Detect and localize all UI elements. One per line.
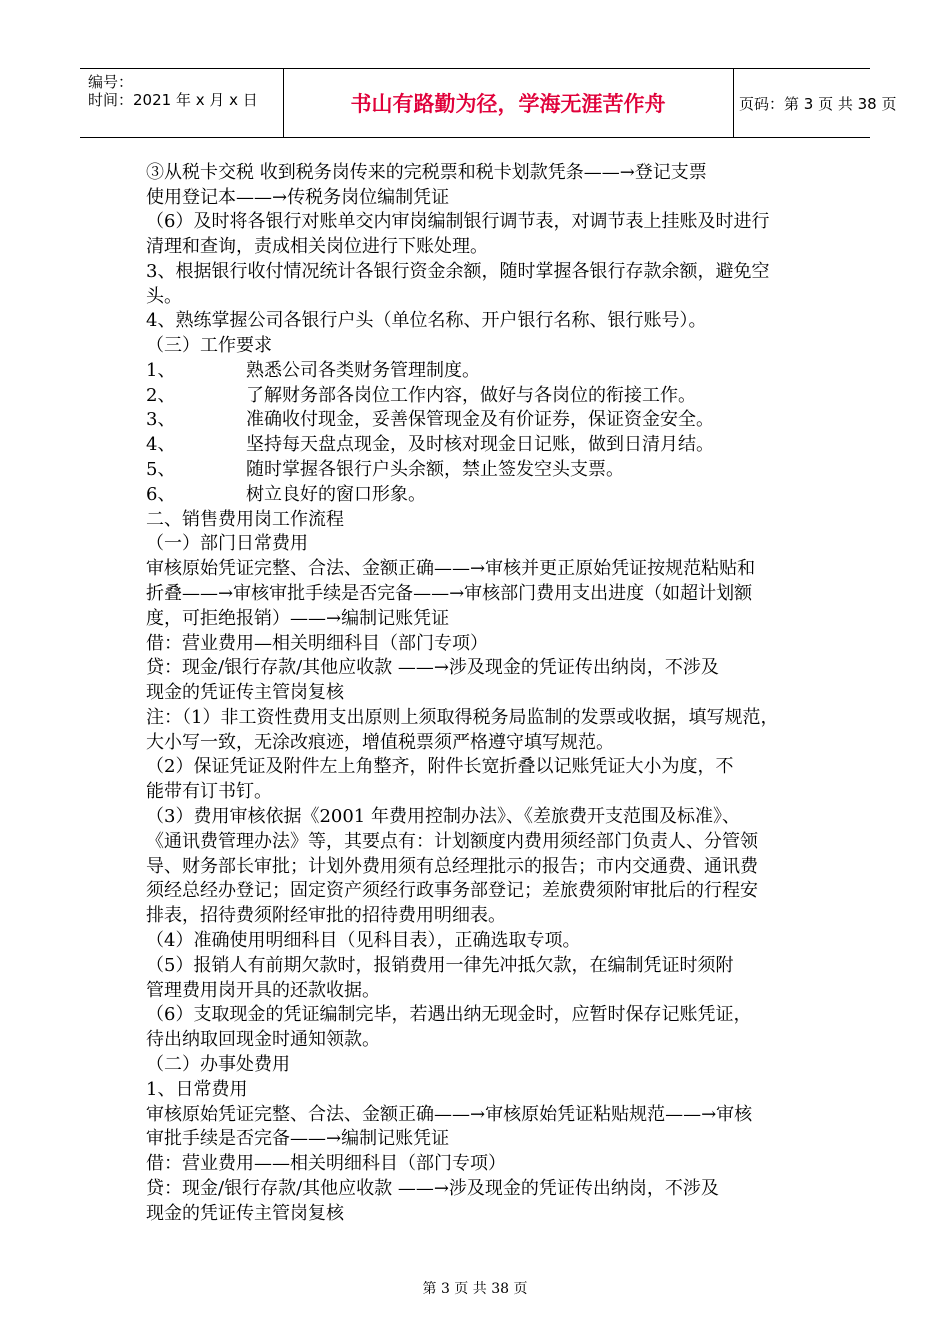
text-line: 现金的凭证传主管岗复核 [146,1203,344,1224]
page-footer: 第 3 页 共 38 页 [422,1281,528,1297]
header-page-cell [733,69,897,137]
header-motto-cell [283,69,734,137]
text-line: 大小写一致，无涂改痕迹，增值税票须严格遵守填写规范。 [146,732,614,753]
text-line: （5）报销人有前期欠款时，报销费用一律先冲抵欠款，在编制凭证时须附 [146,955,734,976]
text-line: 4、熟练掌握公司各银行户头（单位名称、开户银行名称、银行账号）。 [146,310,707,331]
requirement-item [146,383,696,408]
requirement-number: 4、 [146,434,176,455]
text-line: （3）费用审核依据《2001 年费用控制办法》、《差旅费开支范围及标准》、 [146,806,740,827]
text-line: 审核原始凭证完整、合法、金额正确——→审核并更正原始凭证按规范粘贴和 [146,558,756,579]
text-line: 须经总经办登记；固定资产须经行政事务部登记；差旅费须附审批后的行程安 [146,880,758,901]
text-line: 折叠——→审核审批手续是否完备——→审核部门费用支出进度（如超计划额 [146,583,753,604]
requirement-text: 树立良好的窗口形象。 [246,484,426,505]
requirement-item [146,482,426,507]
requirement-text: 熟悉公司各类财务管理制度。 [246,360,480,381]
text-line: 管理费用岗开具的还款收据。 [146,980,380,1001]
requirement-item [146,457,624,482]
text-line: 使用登记本——→传税务岗位编制凭证 [146,187,450,208]
text-line: （6）及时将各银行对账单交内审岗编制银行调节表，对调节表上挂账及时进行 [146,211,770,232]
text-line: 头。 [146,286,182,307]
text-line: 借：营业费用——相关明细科目（部门专项） [146,1153,506,1174]
requirement-number: 5、 [146,459,176,480]
document-number-label: 编号： [88,73,134,91]
requirement-text: 了解财务部各岗位工作内容，做好与各岗位的衔接工作。 [246,385,696,406]
text-line: （4）准确使用明细科目（见科目表），正确选取专项。 [146,930,581,951]
text-line: 待出纳取回现金时通知领款。 [146,1029,380,1050]
text-line: 度，可拒绝报销）——→编制记账凭证 [146,608,450,629]
text-line: 能带有订书钉。 [146,781,272,802]
document-header [80,68,897,138]
text-line: （2）保证凭证及附件左上角整齐，附件长宽折叠以记账凭证大小为度，不 [146,756,734,777]
text-line: ③从税卡交税 收到税务岗传来的完税票和税卡划款凭条——→登记支票 [146,162,707,183]
section-heading: （三）工作要求 [146,335,272,356]
requirement-number: 2、 [146,385,176,406]
text-line: （6）支取现金的凭证编制完毕，若遇出纳无现金时，应暂时保存记账凭证， [146,1004,752,1025]
text-line: 排表，招待费须附经审批的招待费用明细表。 [146,905,506,926]
requirement-number: 6、 [146,484,176,505]
header-motto: 书山有路勤为径，学海无涯苦作舟 [350,92,666,116]
text-line: 贷：现金/银行存款/其他应收款 ——→涉及现金的凭证传出纳岗，不涉及 [146,657,719,678]
requirement-item [146,407,714,432]
section-heading: 二、销售费用岗工作流程 [146,509,344,530]
text-line: 《通讯费管理办法》等，其要点有：计划额度内费用须经部门负责人、分管领 [146,831,758,852]
header-meta-cell [80,69,284,137]
subsection-heading: （一）部门日常费用 [146,533,308,554]
requirement-text: 坚持每天盘点现金，及时核对现金日记账，做到日清月结。 [246,434,714,455]
requirement-item [146,358,480,383]
text-line: 导、财务部长审批；计划外费用须有总经理批示的报告；市内交通费、通讯费 [146,856,758,877]
text-line: 借：营业费用—相关明细科目（部门专项） [146,633,488,654]
text-line: 清理和查询，责成相关岗位进行下账处理。 [146,236,488,257]
text-line: 现金的凭证传主管岗复核 [146,682,344,703]
text-line: 1、日常费用 [146,1079,248,1100]
requirement-text: 随时掌握各银行户头余额，禁止签发空头支票。 [246,459,624,480]
requirement-text: 准确收付现金，妥善保管现金及有价证券，保证资金安全。 [246,409,714,430]
text-line: 3、根据银行收付情况统计各银行资金余额，随时掌握各银行存款余额，避免空 [146,261,770,282]
text-line: 注：（1）非工资性费用支出原则上须取得税务局监制的发票或收据，填写规范， [146,707,779,728]
requirement-number: 1、 [146,360,176,381]
requirement-item [146,432,714,457]
subsection-heading: （二）办事处费用 [146,1054,290,1075]
text-line: 贷：现金/银行存款/其他应收款 ——→涉及现金的凭证传出纳岗，不涉及 [146,1178,719,1199]
text-line: 审批手续是否完备——→编制记账凭证 [146,1128,450,1149]
header-page-number: 页码：第 3 页 共 38 页 [739,95,897,113]
text-line: 审核原始凭证完整、合法、金额正确——→审核原始凭证粘贴规范——→审核 [146,1104,753,1125]
requirement-number: 3、 [146,409,176,430]
document-time-label: 时间：2021 年 x 月 x 日 [88,91,258,109]
